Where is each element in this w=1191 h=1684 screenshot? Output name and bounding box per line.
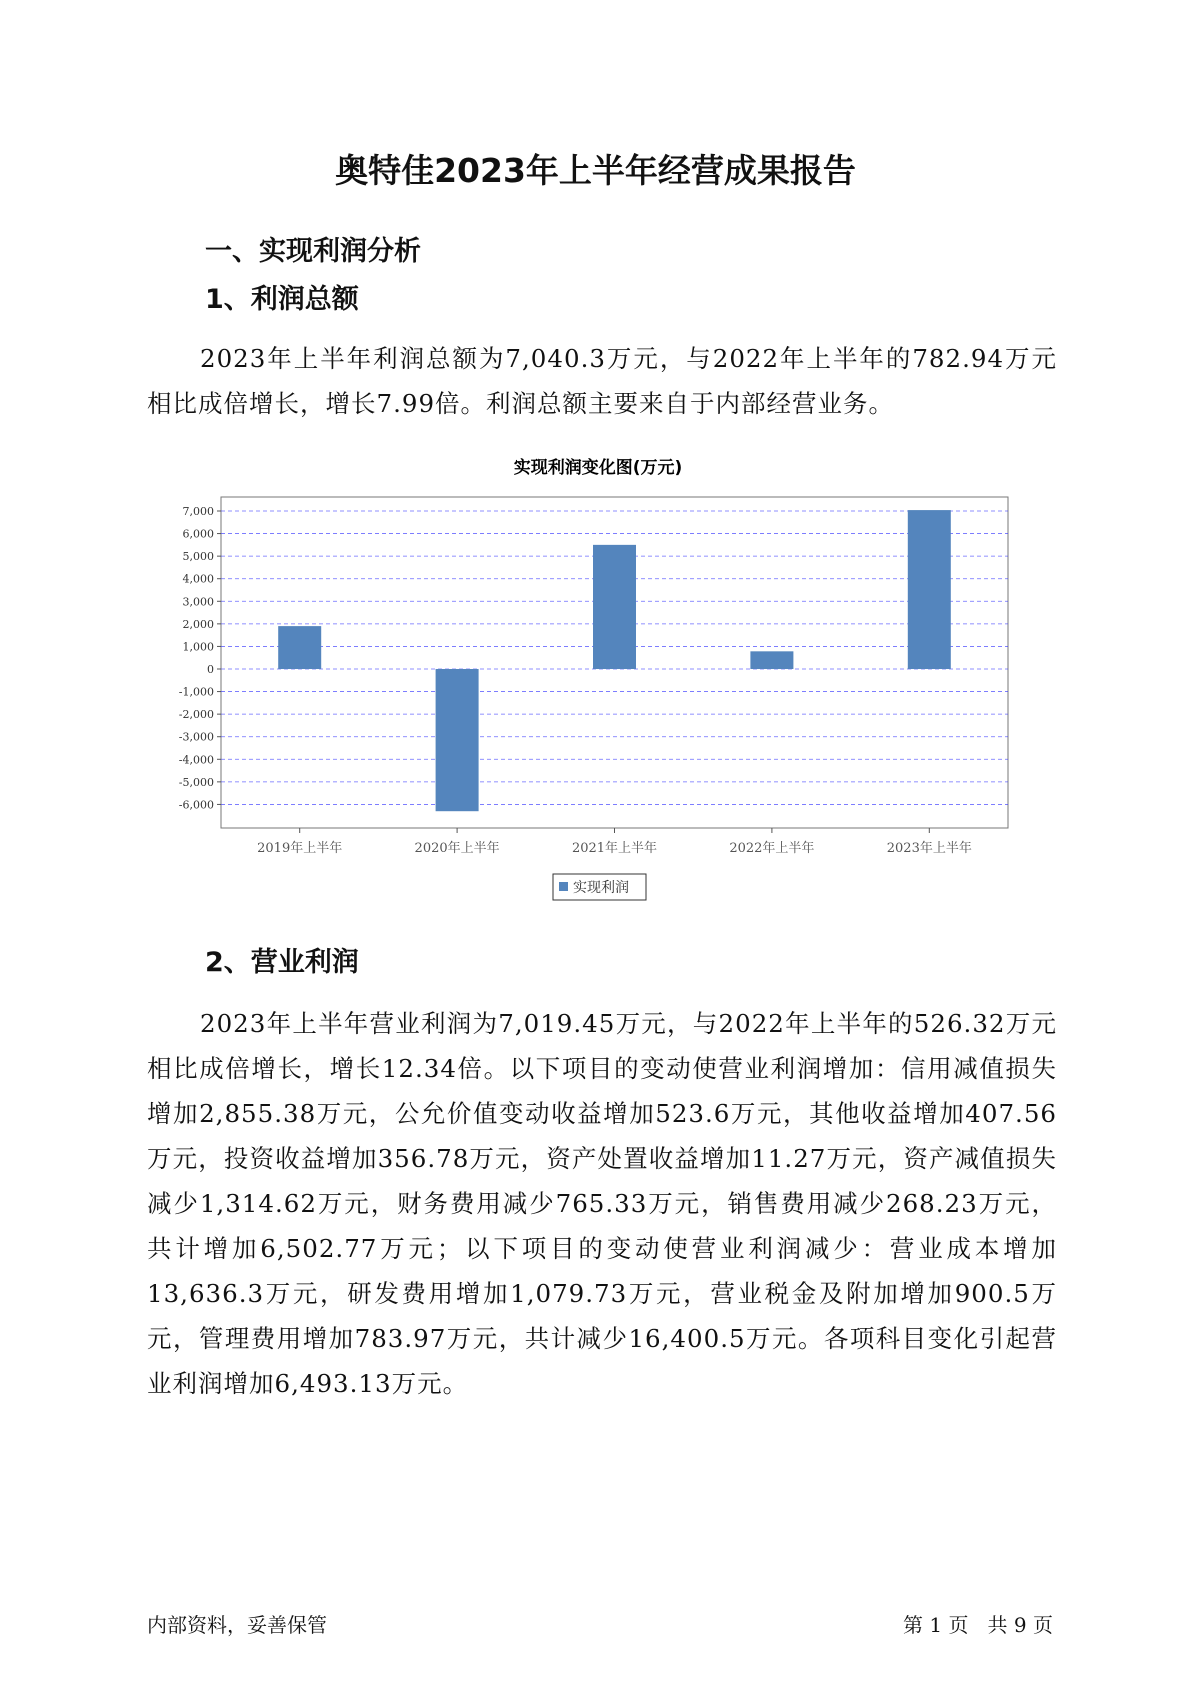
- y-tick-label: -3,000: [178, 730, 214, 744]
- y-tick-label: 1,000: [182, 640, 214, 654]
- y-tick-label: -1,000: [178, 685, 214, 699]
- bar: [750, 651, 793, 669]
- y-tick-label: 7,000: [182, 505, 214, 518]
- y-tick-label: 0: [207, 663, 214, 676]
- y-tick-label: -4,000: [178, 753, 214, 767]
- subheading-operating-profit: 2、营业利润: [205, 947, 359, 978]
- x-tick-label: 2019年上半年: [257, 841, 343, 856]
- y-tick-label: -5,000: [178, 775, 214, 789]
- report-title: 奥特佳2023年上半年经营成果报告: [335, 151, 856, 190]
- bar: [908, 510, 951, 669]
- x-tick-label: 2020年上半年: [414, 841, 500, 856]
- legend-label: 实现利润: [573, 880, 629, 896]
- x-tick-label: 2022年上半年: [729, 841, 815, 856]
- footer-page-number: 第 1 页 共 9 页: [903, 1613, 1053, 1637]
- y-tick-label: 4,000: [182, 572, 214, 586]
- y-tick-label: 3,000: [182, 595, 214, 609]
- paragraph-total-profit: 2023年上半年利润总额为7,040.3万元，与2022年上半年的782.94万元相比成倍增长，增长7.99倍。利润总额主要来自于内部经营业务。: [147, 344, 1057, 418]
- y-tick-label: 5,000: [182, 550, 214, 564]
- y-tick-label: -2,000: [178, 708, 214, 722]
- subheading-total-profit: 1、利润总额: [205, 284, 359, 315]
- bar: [436, 669, 479, 811]
- section-heading-profit-analysis: 一、实现利润分析: [205, 236, 421, 267]
- legend-swatch: [559, 882, 568, 891]
- x-tick-label: 2023年上半年: [886, 841, 972, 856]
- chart-legend: [553, 874, 646, 900]
- paragraph-operating-profit: 2023年上半年营业利润为7,019.45万元，与2022年上半年的526.32万元相比成倍增长，增长12.34倍。以下项目的变动使营业利润增加：信用减值损失增加2,855.38万元，公允价值变动收益增加523.6万元，其他收益增加407.56万元，投资收益增加356.78万元，资产处置收益增加11.27万元，资产减值损失减少1,314.62万元，财务费用减少765.33万元，销售费用减少268.23万元，共计增加6,502.77万元；以下项目的变动使营业利润减少：营业成本增加13,636.3万元，研发费用增加1,079.73万元，营业税金及附加增加900.5万元，管理费用增加783.97万元，共计减少16,400.5万元。各项科目变化引起营业利润增加6,493.13万元。: [147, 1009, 1057, 1398]
- y-tick-label: 6,000: [182, 527, 214, 541]
- bar: [593, 545, 636, 669]
- y-tick-label: 2,000: [182, 617, 214, 631]
- chart-title: 实现利润变化图(万元): [513, 458, 683, 478]
- footer-confidential-note: 内部资料，妥善保管: [147, 1613, 327, 1637]
- y-tick-label: -6,000: [178, 798, 214, 812]
- x-tick-label: 2021年上半年: [571, 841, 658, 856]
- bar: [278, 626, 321, 669]
